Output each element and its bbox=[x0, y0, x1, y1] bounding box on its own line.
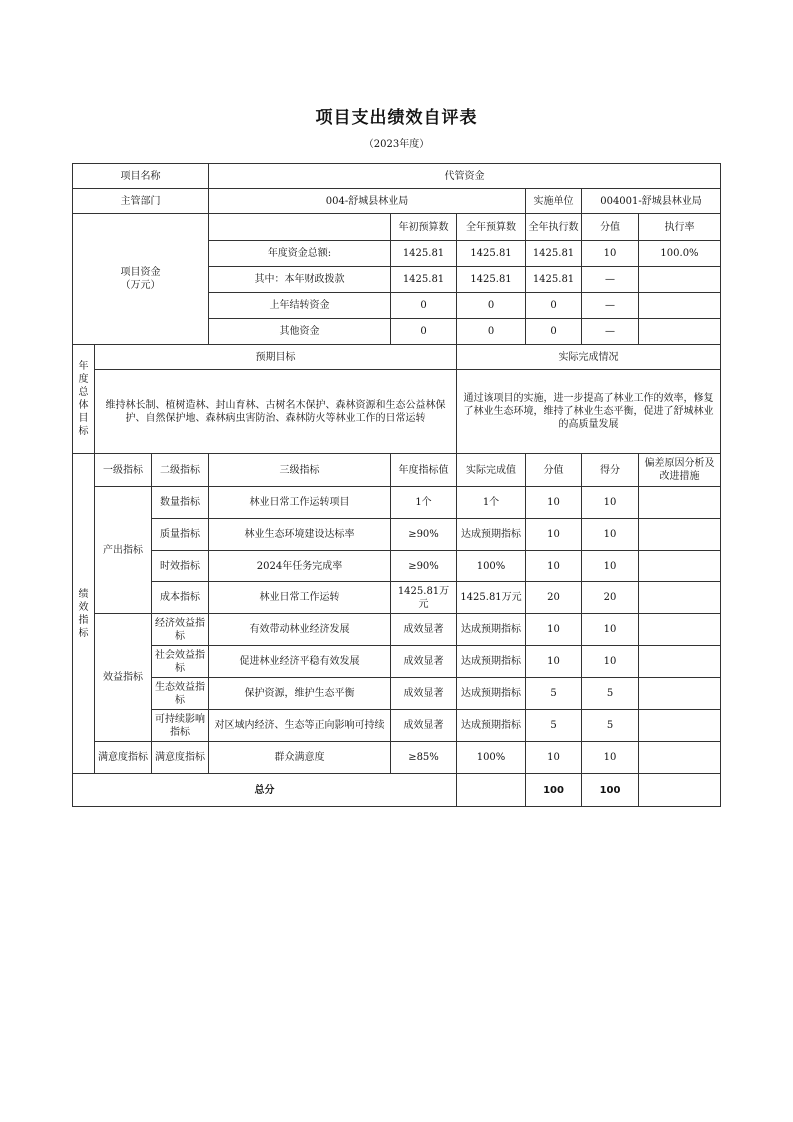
total-score-value: 100 bbox=[526, 774, 582, 807]
funds-score-value: — bbox=[582, 267, 639, 293]
level3-indicator: 促进林业经济平稳有效发展 bbox=[209, 646, 391, 678]
indicator-row bbox=[73, 551, 721, 582]
indicator-row bbox=[73, 710, 721, 742]
level1-indicator: 产出指标 bbox=[95, 487, 152, 614]
funds-score-value: — bbox=[582, 319, 639, 345]
funds-row-name: 上年结转资金 bbox=[209, 293, 391, 319]
funds-initial: 0 bbox=[391, 319, 457, 345]
score-value: 20 bbox=[526, 582, 582, 614]
funds-executed: 1425.81 bbox=[526, 241, 582, 267]
deviation-reason bbox=[639, 487, 721, 519]
level2-header: 二级指标 bbox=[152, 454, 209, 487]
deviation-reason bbox=[639, 519, 721, 551]
score: 10 bbox=[582, 487, 639, 519]
score-value: 10 bbox=[526, 487, 582, 519]
row-project-name bbox=[73, 164, 721, 189]
funds-score-value: 10 bbox=[582, 241, 639, 267]
deviation-reason bbox=[639, 710, 721, 742]
actual-value: 100% bbox=[457, 551, 526, 582]
actual-value: 达成预期指标 bbox=[457, 614, 526, 646]
indicator-row bbox=[73, 519, 721, 551]
total-score: 100 bbox=[582, 774, 639, 807]
deviation-reason bbox=[639, 551, 721, 582]
indicator-row bbox=[73, 487, 721, 519]
level1-indicator: 满意度指标 bbox=[95, 742, 152, 774]
goals-expected-text: 维持林长制、植树造林、封山育林、古树名木保护、森林资源和生态公益林保护、自然保护地、森林病虫害防治、森林防火等林业工作的日常运转 bbox=[95, 370, 457, 454]
target-value: 成效显著 bbox=[391, 646, 457, 678]
deviation-reason bbox=[639, 678, 721, 710]
level3-indicator: 有效带动林业经济发展 bbox=[209, 614, 391, 646]
indicator-row bbox=[73, 646, 721, 678]
actual-value: 达成预期指标 bbox=[457, 678, 526, 710]
deviation-reason bbox=[639, 582, 721, 614]
level1-indicator: 效益指标 bbox=[95, 614, 152, 742]
table-body bbox=[73, 164, 721, 807]
level1-header: 一级指标 bbox=[95, 454, 152, 487]
level3-indicator: 林业日常工作运转 bbox=[209, 582, 391, 614]
funds-annual-header: 全年预算数 bbox=[457, 214, 526, 241]
level2-indicator: 可持续影响指标 bbox=[152, 710, 209, 742]
score: 10 bbox=[582, 519, 639, 551]
actual-value: 1个 bbox=[457, 487, 526, 519]
report-year: （2023年度） bbox=[363, 139, 430, 150]
level3-indicator: 群众满意度 bbox=[209, 742, 391, 774]
funds-rate-header: 执行率 bbox=[639, 214, 721, 241]
actual-value: 1425.81万元 bbox=[457, 582, 526, 614]
funds-score-value: — bbox=[582, 293, 639, 319]
level3-indicator: 林业生态环境建设达标率 bbox=[209, 519, 391, 551]
target-header: 年度指标值 bbox=[391, 454, 457, 487]
goals-header-row bbox=[73, 345, 721, 370]
level2-indicator: 生态效益指标 bbox=[152, 678, 209, 710]
target-value: ≥85% bbox=[391, 742, 457, 774]
funds-row-name: 年度资金总额: bbox=[209, 241, 391, 267]
funds-rate bbox=[639, 293, 721, 319]
indicator-row bbox=[73, 678, 721, 710]
total-row bbox=[73, 774, 721, 807]
project-name-label: 项目名称 bbox=[73, 164, 209, 189]
goals-actual-header: 实际完成情况 bbox=[457, 345, 721, 370]
level2-indicator: 成本指标 bbox=[152, 582, 209, 614]
score-value-header: 分值 bbox=[526, 454, 582, 487]
goals-label: 年 度 总 体 目 标 bbox=[73, 345, 95, 454]
funds-rate bbox=[639, 267, 721, 293]
indicator-row bbox=[73, 742, 721, 774]
target-value: ≥90% bbox=[391, 519, 457, 551]
funds-annual: 1425.81 bbox=[457, 241, 526, 267]
funds-header-row bbox=[73, 214, 721, 241]
deviation-reason bbox=[639, 646, 721, 678]
implementing-unit-value: 004001-舒城县林业局 bbox=[582, 189, 721, 214]
page-title: 项目支出绩效自评表 bbox=[315, 108, 478, 128]
level2-indicator: 时效指标 bbox=[152, 551, 209, 582]
actual-value: 达成预期指标 bbox=[457, 519, 526, 551]
score: 10 bbox=[582, 646, 639, 678]
funds-executed: 0 bbox=[526, 319, 582, 345]
level3-indicator: 林业日常工作运转项目 bbox=[209, 487, 391, 519]
score-value: 10 bbox=[526, 614, 582, 646]
actual-value: 达成预期指标 bbox=[457, 646, 526, 678]
goals-content-row bbox=[73, 370, 721, 454]
level2-indicator: 满意度指标 bbox=[152, 742, 209, 774]
indicator-row bbox=[73, 582, 721, 614]
target-value: 1425.81万元 bbox=[391, 582, 457, 614]
score: 5 bbox=[582, 710, 639, 742]
level2-indicator: 质量指标 bbox=[152, 519, 209, 551]
funds-executed-header: 全年执行数 bbox=[526, 214, 582, 241]
level2-indicator: 社会效益指标 bbox=[152, 646, 209, 678]
total-reason-blank bbox=[639, 774, 721, 807]
project-name-value: 代管资金 bbox=[209, 164, 721, 189]
goals-expected-header: 预期目标 bbox=[95, 345, 457, 370]
funds-initial: 1425.81 bbox=[391, 267, 457, 293]
score-value: 10 bbox=[526, 742, 582, 774]
target-value: 1个 bbox=[391, 487, 457, 519]
deviation-reason bbox=[639, 742, 721, 774]
actual-value: 达成预期指标 bbox=[457, 710, 526, 742]
funds-rate: 100.0% bbox=[639, 241, 721, 267]
funds-executed: 1425.81 bbox=[526, 267, 582, 293]
funds-score-value-header: 分值 bbox=[582, 214, 639, 241]
deviation-reason bbox=[639, 614, 721, 646]
total-label: 总分 bbox=[73, 774, 457, 807]
funds-initial: 0 bbox=[391, 293, 457, 319]
deviation-header: 偏差原因分析及 改进措施 bbox=[639, 454, 721, 487]
score: 10 bbox=[582, 614, 639, 646]
funds-rate bbox=[639, 319, 721, 345]
goals-actual-text: 通过该项目的实施，进一步提高了林业工作的效率，修复了林业生态环境，维持了林业生态平衡，促进了舒城林业的高质量发展 bbox=[457, 370, 721, 454]
indicator-header-row bbox=[73, 454, 721, 487]
target-value: 成效显著 bbox=[391, 614, 457, 646]
level2-indicator: 经济效益指标 bbox=[152, 614, 209, 646]
department-value: 004-舒城县林业局 bbox=[209, 189, 526, 214]
implementing-unit-label: 实施单位 bbox=[526, 189, 582, 214]
target-value: 成效显著 bbox=[391, 678, 457, 710]
funds-annual: 1425.81 bbox=[457, 267, 526, 293]
total-blank-cell bbox=[457, 774, 526, 807]
funds-label: 项目资金 （万元） bbox=[73, 214, 209, 345]
funds-annual: 0 bbox=[457, 319, 526, 345]
row-department bbox=[73, 189, 721, 214]
score: 10 bbox=[582, 551, 639, 582]
funds-row-name: 其中：本年财政拨款 bbox=[209, 267, 391, 293]
indicator-row bbox=[73, 614, 721, 646]
score: 20 bbox=[582, 582, 639, 614]
score-value: 10 bbox=[526, 519, 582, 551]
funds-annual: 0 bbox=[457, 293, 526, 319]
score-header: 得分 bbox=[582, 454, 639, 487]
funds-executed: 0 bbox=[526, 293, 582, 319]
funds-blank-cell bbox=[209, 214, 391, 241]
level3-indicator: 保护资源，维护生态平衡 bbox=[209, 678, 391, 710]
target-value: 成效显著 bbox=[391, 710, 457, 742]
level3-indicator: 2024年任务完成率 bbox=[209, 551, 391, 582]
indicators-label: 绩 效 指 标 bbox=[73, 454, 95, 774]
actual-header: 实际完成值 bbox=[457, 454, 526, 487]
score: 5 bbox=[582, 678, 639, 710]
level2-indicator: 数量指标 bbox=[152, 487, 209, 519]
department-label: 主管部门 bbox=[73, 189, 209, 214]
score: 10 bbox=[582, 742, 639, 774]
score-value: 10 bbox=[526, 646, 582, 678]
funds-row-name: 其他资金 bbox=[209, 319, 391, 345]
actual-value: 100% bbox=[457, 742, 526, 774]
score-value: 10 bbox=[526, 551, 582, 582]
level3-header: 三级指标 bbox=[209, 454, 391, 487]
score-value: 5 bbox=[526, 678, 582, 710]
target-value: ≥90% bbox=[391, 551, 457, 582]
funds-initial-header: 年初预算数 bbox=[391, 214, 457, 241]
level3-indicator: 对区域内经济、生态等正向影响可持续 bbox=[209, 710, 391, 742]
funds-initial: 1425.81 bbox=[391, 241, 457, 267]
self-evaluation-table bbox=[72, 163, 721, 807]
score-value: 5 bbox=[526, 710, 582, 742]
